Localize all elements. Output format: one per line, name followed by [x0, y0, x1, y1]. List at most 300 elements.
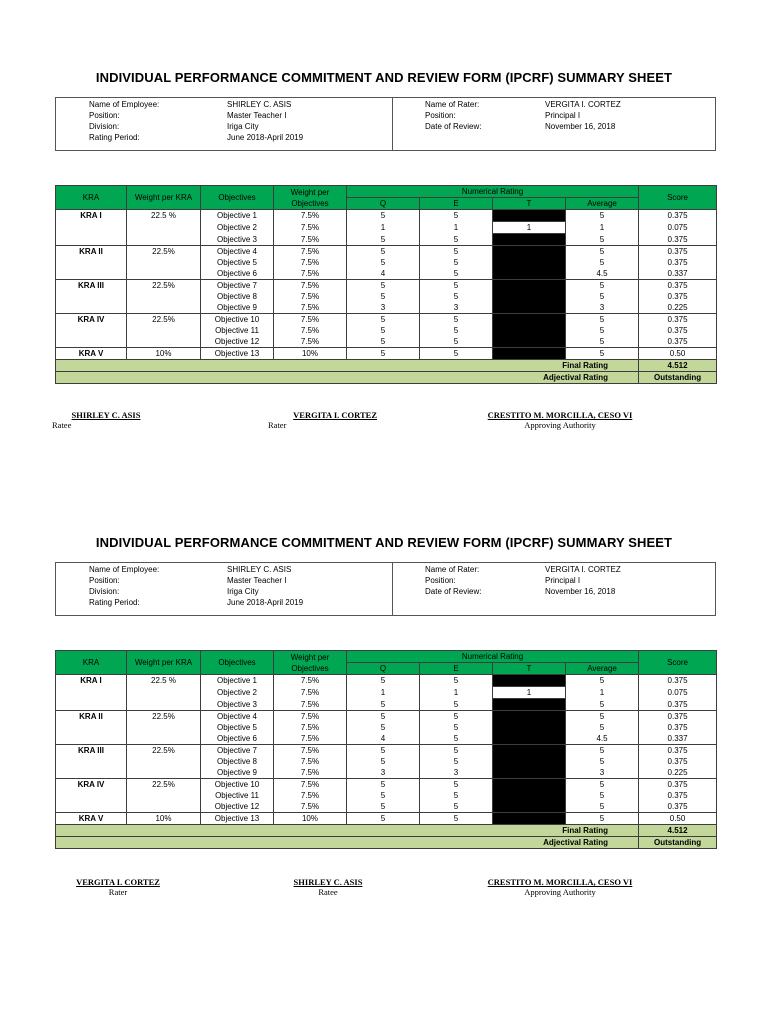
score-cell: 0.375 [639, 234, 717, 246]
kra-cell [56, 222, 127, 234]
average-cell: 5 [566, 745, 639, 757]
q-cell: 5 [347, 314, 420, 326]
average-cell: 5 [566, 711, 639, 723]
weight-kra-cell: 22.5% [127, 280, 201, 292]
weight-objective-cell: 7.5% [274, 325, 347, 336]
t-cell [493, 675, 566, 687]
score-cell: 0.375 [639, 280, 717, 292]
e-cell: 5 [420, 722, 493, 733]
t-cell [493, 733, 566, 745]
weight-objective-cell: 7.5% [274, 336, 347, 348]
objective-cell: Objective 1 [201, 210, 274, 222]
weight-kra-cell: 22.5% [127, 779, 201, 791]
kra-table [55, 650, 717, 849]
t-cell [493, 257, 566, 268]
t-cell [493, 314, 566, 326]
e-cell: 5 [420, 779, 493, 791]
q-cell: 5 [347, 801, 420, 813]
weight-kra-cell: 22.5% [127, 246, 201, 258]
t-cell [493, 348, 566, 360]
kra-cell [56, 302, 127, 314]
header-t: T [493, 663, 566, 675]
t-cell [493, 336, 566, 348]
table-row [56, 268, 717, 280]
q-cell: 3 [347, 302, 420, 314]
q-cell: 1 [347, 687, 420, 699]
header-numerical-rating: Numerical Rating [347, 651, 639, 663]
weight-objective-cell: 10% [274, 348, 347, 360]
average-cell: 5 [566, 246, 639, 258]
average-cell: 5 [566, 234, 639, 246]
average-cell: 5 [566, 257, 639, 268]
header-weight-objectives [274, 651, 347, 675]
table-row [56, 733, 717, 745]
adjectival-rating-value: Outstanding [639, 372, 717, 384]
objective-cell: Objective 4 [201, 711, 274, 723]
t-cell [493, 325, 566, 336]
objective-cell: Objective 13 [201, 813, 274, 825]
weight-kra-cell [127, 733, 201, 745]
score-cell: 0.375 [639, 336, 717, 348]
weight-objective-cell: 7.5% [274, 234, 347, 246]
q-cell: 5 [347, 280, 420, 292]
table-row [56, 687, 717, 699]
employee-value: SHIRLEY C. ASIS [227, 100, 292, 109]
period-label: Rating Period: [89, 133, 140, 142]
table-row [56, 302, 717, 314]
weight-kra-cell: 10% [127, 348, 201, 360]
kra-cell: KRA I [56, 210, 127, 222]
kra-cell [56, 325, 127, 336]
table-row [56, 325, 717, 336]
header-weight-objectives-line1: Weight per [290, 187, 330, 197]
score-cell: 0.375 [639, 779, 717, 791]
period-label: Rating Period: [89, 598, 140, 607]
info-divider [392, 563, 393, 615]
e-cell: 5 [420, 699, 493, 711]
objective-cell: Objective 9 [201, 767, 274, 779]
weight-kra-cell: 22.5% [127, 711, 201, 723]
table-row [56, 280, 717, 292]
header-objectives: Objectives [201, 651, 274, 675]
q-cell: 3 [347, 767, 420, 779]
final-rating-value: 4.512 [639, 825, 717, 837]
q-cell: 5 [347, 711, 420, 723]
q-cell: 5 [347, 745, 420, 757]
q-cell: 5 [347, 234, 420, 246]
table-row [56, 779, 717, 791]
average-cell: 5 [566, 348, 639, 360]
final-rating-value: 4.512 [639, 360, 717, 372]
objective-cell: Objective 2 [201, 687, 274, 699]
kra-cell: KRA III [56, 745, 127, 757]
average-cell: 5 [566, 756, 639, 767]
weight-kra-cell [127, 699, 201, 711]
weight-objective-cell: 7.5% [274, 722, 347, 733]
q-cell: 1 [347, 222, 420, 234]
q-cell: 5 [347, 699, 420, 711]
t-cell [493, 280, 566, 292]
table-row [56, 348, 717, 360]
weight-objective-cell: 7.5% [274, 314, 347, 326]
e-cell: 5 [420, 268, 493, 280]
objective-cell: Objective 4 [201, 246, 274, 258]
header-score: Score [639, 186, 717, 210]
average-cell: 5 [566, 210, 639, 222]
table-row [56, 711, 717, 723]
table-row [56, 722, 717, 733]
rater-label: Name of Rater: [425, 100, 480, 109]
kra-cell [56, 234, 127, 246]
weight-kra-cell: 22.5% [127, 745, 201, 757]
review-date-label: Date of Review: [425, 587, 482, 596]
table-row [56, 246, 717, 258]
signatory-name: SHIRLEY C. ASIS [71, 410, 141, 420]
e-cell: 5 [420, 257, 493, 268]
t-cell [493, 234, 566, 246]
objective-cell: Objective 12 [201, 336, 274, 348]
score-cell: 0.375 [639, 210, 717, 222]
average-cell: 5 [566, 801, 639, 813]
weight-kra-cell [127, 268, 201, 280]
score-cell: 0.50 [639, 813, 717, 825]
header-t: T [493, 198, 566, 210]
objective-cell: Objective 11 [201, 790, 274, 801]
kra-cell [56, 801, 127, 813]
t-cell [493, 699, 566, 711]
q-cell: 4 [347, 733, 420, 745]
weight-kra-cell [127, 234, 201, 246]
sig-bottom-2 [268, 877, 388, 897]
average-cell: 5 [566, 722, 639, 733]
average-cell: 5 [566, 790, 639, 801]
header-q: Q [347, 663, 420, 675]
table-row [56, 675, 717, 687]
kra-cell: KRA II [56, 711, 127, 723]
weight-kra-cell [127, 687, 201, 699]
score-cell: 0.375 [639, 291, 717, 302]
kra-cell [56, 336, 127, 348]
table-row [56, 314, 717, 326]
signatory-role: Approving Authority [524, 420, 596, 430]
q-cell: 5 [347, 325, 420, 336]
weight-objective-cell: 7.5% [274, 210, 347, 222]
score-cell: 0.075 [639, 687, 717, 699]
average-cell: 5 [566, 779, 639, 791]
weight-kra-cell [127, 336, 201, 348]
e-cell: 5 [420, 314, 493, 326]
signatory-role: Rater [108, 887, 128, 897]
kra-cell [56, 268, 127, 280]
table-row [56, 756, 717, 767]
header-average: Average [566, 663, 639, 675]
average-cell: 5 [566, 291, 639, 302]
sig-bottom-3 [470, 877, 650, 897]
average-cell: 3 [566, 302, 639, 314]
score-cell: 0.337 [639, 733, 717, 745]
weight-objective-cell: 7.5% [274, 246, 347, 258]
weight-kra-cell [127, 222, 201, 234]
objective-cell: Objective 3 [201, 234, 274, 246]
signatory-role: Approving Authority [524, 887, 596, 897]
adjectival-rating-value: Outstanding [639, 837, 717, 849]
q-cell: 5 [347, 348, 420, 360]
objective-cell: Objective 11 [201, 325, 274, 336]
e-cell: 3 [420, 302, 493, 314]
table-row [56, 801, 717, 813]
header-objectives: Objectives [201, 186, 274, 210]
table-row [56, 336, 717, 348]
weight-objective-cell: 7.5% [274, 268, 347, 280]
weight-kra-cell [127, 801, 201, 813]
table-row [56, 813, 717, 825]
weight-kra-cell: 22.5% [127, 314, 201, 326]
q-cell: 5 [347, 336, 420, 348]
header-score: Score [639, 651, 717, 675]
objective-cell: Objective 7 [201, 745, 274, 757]
average-cell: 5 [566, 675, 639, 687]
table-row [56, 222, 717, 234]
employee-label: Name of Employee: [89, 100, 160, 109]
sig-top-1 [48, 410, 141, 430]
objective-cell: Objective 3 [201, 699, 274, 711]
header-kra: KRA [56, 651, 127, 675]
q-cell: 5 [347, 779, 420, 791]
kra-cell [56, 699, 127, 711]
average-cell: 5 [566, 699, 639, 711]
kra-table [55, 185, 717, 384]
signatory-role: Ratee [52, 420, 72, 430]
signatory-name: SHIRLEY C. ASIS [293, 877, 363, 887]
score-cell: 0.375 [639, 314, 717, 326]
average-cell: 5 [566, 813, 639, 825]
weight-kra-cell: 10% [127, 813, 201, 825]
weight-kra-cell [127, 767, 201, 779]
e-cell: 5 [420, 348, 493, 360]
t-cell [493, 246, 566, 258]
t-cell [493, 756, 566, 767]
score-cell: 0.375 [639, 745, 717, 757]
kra-cell: KRA III [56, 280, 127, 292]
period-value: June 2018-April 2019 [227, 598, 304, 607]
division-label: Division: [89, 122, 120, 131]
summary-sheet-2 [0, 465, 768, 930]
header-weight-objectives-line2: Objectives [291, 663, 329, 673]
weight-objective-cell: 7.5% [274, 801, 347, 813]
average-cell: 5 [566, 336, 639, 348]
header-kra: KRA [56, 186, 127, 210]
e-cell: 5 [420, 813, 493, 825]
kra-cell [56, 767, 127, 779]
t-cell [493, 302, 566, 314]
table-row [56, 767, 717, 779]
position-value: Master Teacher I [227, 576, 287, 585]
weight-objective-cell: 7.5% [274, 687, 347, 699]
kra-cell [56, 756, 127, 767]
info-divider [392, 98, 393, 150]
period-value: June 2018-April 2019 [227, 133, 304, 142]
objective-cell: Objective 5 [201, 722, 274, 733]
e-cell: 5 [420, 325, 493, 336]
e-cell: 5 [420, 675, 493, 687]
score-cell: 0.375 [639, 801, 717, 813]
form-title: INDIVIDUAL PERFORMANCE COMMITMENT AND REVIEW FORM (IPCRF) SUMMARY SHEET [95, 535, 673, 550]
employee-info-box [55, 97, 716, 151]
kra-cell [56, 722, 127, 733]
table-row [56, 234, 717, 246]
objective-cell: Objective 7 [201, 280, 274, 292]
table-row [56, 210, 717, 222]
review-date-value: November 16, 2018 [545, 587, 616, 596]
weight-objective-cell: 7.5% [274, 222, 347, 234]
objective-cell: Objective 12 [201, 801, 274, 813]
e-cell: 5 [420, 336, 493, 348]
signatory-name: VERGITA I. CORTEZ [293, 410, 377, 420]
e-cell: 3 [420, 767, 493, 779]
rater-position-value: Principal I [545, 576, 581, 585]
division-value: Iriga City [227, 587, 259, 596]
employee-label: Name of Employee: [89, 565, 160, 574]
division-label: Division: [89, 587, 120, 596]
score-cell: 0.075 [639, 222, 717, 234]
e-cell: 5 [420, 234, 493, 246]
kra-cell: KRA I [56, 675, 127, 687]
review-date-value: November 16, 2018 [545, 122, 616, 131]
rater-position-label: Position: [425, 576, 456, 585]
header-weight-objectives-line1: Weight per [290, 652, 330, 662]
employee-value: SHIRLEY C. ASIS [227, 565, 292, 574]
score-cell: 0.225 [639, 302, 717, 314]
t-cell [493, 745, 566, 757]
review-date-label: Date of Review: [425, 122, 482, 131]
rater-value: VERGITA I. CORTEZ [545, 100, 621, 109]
e-cell: 5 [420, 711, 493, 723]
t-cell [493, 767, 566, 779]
signatory-role: Rater [268, 420, 287, 430]
adjectival-rating-label: Adjectival Rating [56, 372, 639, 384]
sig-top-2 [262, 410, 377, 430]
rater-label: Name of Rater: [425, 565, 480, 574]
rater-position-value: Principal I [545, 111, 581, 120]
employee-info-box [55, 562, 716, 616]
t-cell [493, 813, 566, 825]
e-cell: 5 [420, 280, 493, 292]
header-weight-objectives [274, 186, 347, 210]
q-cell: 4 [347, 268, 420, 280]
e-cell: 1 [420, 687, 493, 699]
q-cell: 5 [347, 790, 420, 801]
objective-cell: Objective 6 [201, 733, 274, 745]
t-cell [493, 291, 566, 302]
e-cell: 5 [420, 745, 493, 757]
header-e: E [420, 198, 493, 210]
position-label: Position: [89, 576, 120, 585]
header-weight-kra: Weight per KRA [127, 186, 201, 210]
e-cell: 1 [420, 222, 493, 234]
average-cell: 5 [566, 280, 639, 292]
weight-objective-cell: 7.5% [274, 280, 347, 292]
score-cell: 0.225 [639, 767, 717, 779]
q-cell: 5 [347, 210, 420, 222]
table-row [56, 291, 717, 302]
score-cell: 0.375 [639, 325, 717, 336]
weight-kra-cell: 22.5 % [127, 675, 201, 687]
e-cell: 5 [420, 801, 493, 813]
q-cell: 5 [347, 291, 420, 302]
average-cell: 5 [566, 325, 639, 336]
signatory-role: Ratee [318, 887, 338, 897]
t-cell: 1 [493, 687, 566, 699]
average-cell: 5 [566, 314, 639, 326]
header-q: Q [347, 198, 420, 210]
final-rating-label: Final Rating [56, 360, 639, 372]
objective-cell: Objective 13 [201, 348, 274, 360]
kra-cell: KRA V [56, 348, 127, 360]
summary-sheet-1 [0, 0, 768, 465]
weight-kra-cell [127, 756, 201, 767]
signatory-name: VERGITA I. CORTEZ [76, 877, 160, 887]
weight-kra-cell [127, 325, 201, 336]
kra-cell: KRA V [56, 813, 127, 825]
kra-cell [56, 733, 127, 745]
signatory-name: CRESTITO M. MORCILLA, CESO VI [487, 877, 633, 887]
e-cell: 5 [420, 756, 493, 767]
weight-objective-cell: 7.5% [274, 745, 347, 757]
t-cell [493, 790, 566, 801]
sig-top-3 [470, 410, 650, 430]
header-e: E [420, 663, 493, 675]
sig-bottom-1 [58, 877, 178, 897]
weight-objective-cell: 7.5% [274, 790, 347, 801]
weight-kra-cell [127, 790, 201, 801]
rater-value: VERGITA I. CORTEZ [545, 565, 621, 574]
e-cell: 5 [420, 210, 493, 222]
weight-kra-cell: 22.5 % [127, 210, 201, 222]
weight-kra-cell [127, 291, 201, 302]
kra-cell: KRA II [56, 246, 127, 258]
t-cell: 1 [493, 222, 566, 234]
objective-cell: Objective 8 [201, 756, 274, 767]
score-cell: 0.337 [639, 268, 717, 280]
e-cell: 5 [420, 246, 493, 258]
weight-objective-cell: 7.5% [274, 779, 347, 791]
division-value: Iriga City [227, 122, 259, 131]
header-numerical-rating: Numerical Rating [347, 186, 639, 198]
weight-objective-cell: 10% [274, 813, 347, 825]
weight-objective-cell: 7.5% [274, 302, 347, 314]
q-cell: 5 [347, 257, 420, 268]
weight-objective-cell: 7.5% [274, 699, 347, 711]
kra-cell [56, 790, 127, 801]
adjectival-rating-label: Adjectival Rating [56, 837, 639, 849]
table-row [56, 745, 717, 757]
weight-objective-cell: 7.5% [274, 711, 347, 723]
weight-kra-cell [127, 722, 201, 733]
weight-objective-cell: 7.5% [274, 733, 347, 745]
average-cell: 1 [566, 687, 639, 699]
kra-cell [56, 291, 127, 302]
header-weight-objectives-line2: Objectives [291, 198, 329, 208]
weight-objective-cell: 7.5% [274, 756, 347, 767]
kra-cell [56, 687, 127, 699]
t-cell [493, 711, 566, 723]
score-cell: 0.375 [639, 257, 717, 268]
objective-cell: Objective 10 [201, 314, 274, 326]
objective-cell: Objective 5 [201, 257, 274, 268]
score-cell: 0.375 [639, 246, 717, 258]
objective-cell: Objective 6 [201, 268, 274, 280]
header-average: Average [566, 198, 639, 210]
